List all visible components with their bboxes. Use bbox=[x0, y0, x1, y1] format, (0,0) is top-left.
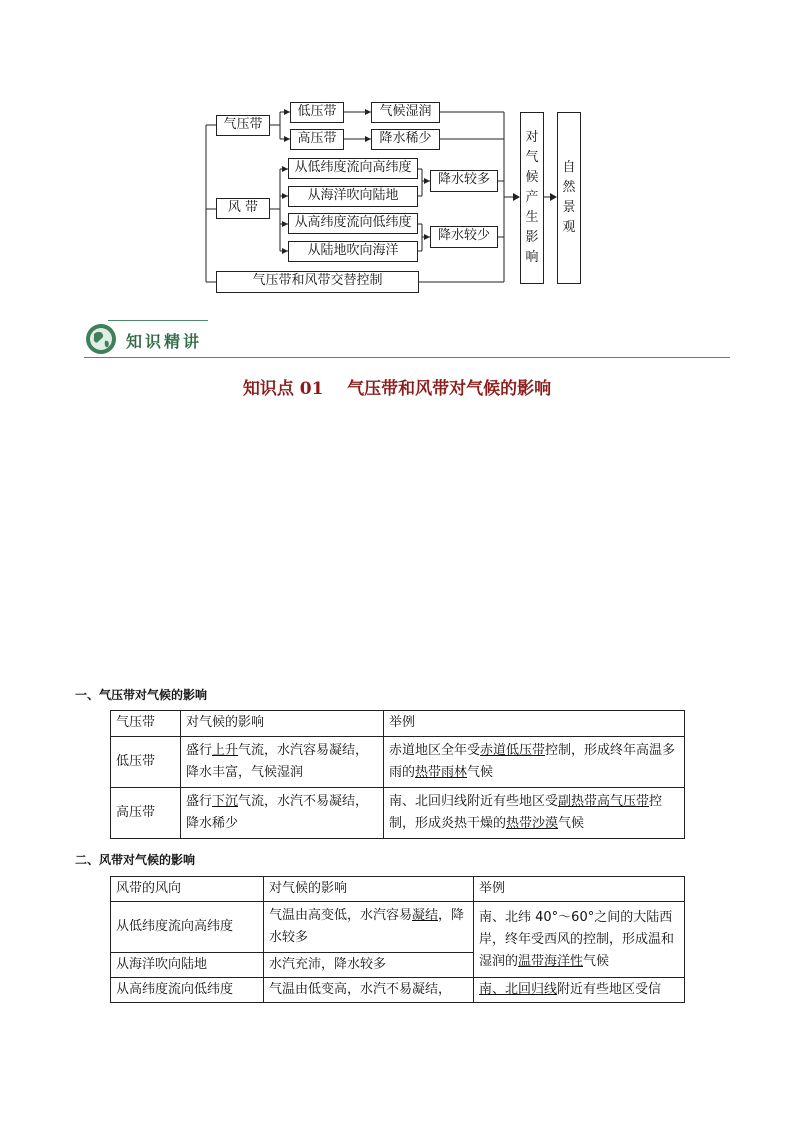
section2-title: 二、风带对气候的影响 bbox=[75, 853, 196, 867]
impact-char: 产 bbox=[525, 190, 539, 205]
header-cell: 举例 bbox=[474, 877, 685, 902]
globe-icon bbox=[84, 322, 118, 356]
node-natural-landscape bbox=[557, 112, 581, 284]
section1-title: 一、气压带对气候的影响 bbox=[75, 688, 208, 702]
node-more-rain: 降水较多 bbox=[430, 170, 498, 192]
impact-char: 影 bbox=[525, 230, 539, 245]
banner-title: 知识精讲 bbox=[126, 332, 203, 351]
node-humid: 气候湿润 bbox=[371, 102, 440, 123]
row-example: 南、北回归线附近有些地区受副热带高气压带控制，形成炎热干燥的热带沙漠气候 bbox=[384, 788, 685, 839]
node-alternating: 气压带和风带交替控制 bbox=[216, 271, 419, 293]
header-cell: 对气候的影响 bbox=[181, 711, 384, 737]
row-name: 从低纬度流向高纬度 bbox=[111, 902, 264, 953]
row-effect: 盛行下沉气流，水汽不易凝结，降水稀少 bbox=[181, 788, 384, 839]
landscape-char: 然 bbox=[562, 180, 576, 195]
node-land-to-ocean: 从陆地吹向海洋 bbox=[288, 241, 418, 262]
row-example: 赤道地区全年受赤道低压带控制，形成终年高温多雨的热带雨林气候 bbox=[384, 737, 685, 788]
node-low-pressure: 低压带 bbox=[290, 102, 344, 123]
row-name: 低压带 bbox=[111, 737, 181, 788]
wind-belt-table bbox=[110, 876, 685, 1003]
table-row bbox=[111, 737, 685, 788]
node-scarce-rain: 降水稀少 bbox=[371, 129, 440, 150]
header-cell: 举例 bbox=[384, 711, 685, 737]
table-row bbox=[111, 978, 685, 1003]
table-row bbox=[111, 788, 685, 839]
row-effect: 气温由高变低，水汽容易凝结，降水较多 bbox=[264, 902, 474, 953]
node-low-to-high: 从低纬度流向高纬度 bbox=[288, 158, 418, 179]
impact-char: 响 bbox=[525, 250, 539, 265]
row-example: 南、北回归线附近有些地区受信 bbox=[474, 978, 685, 1003]
impact-char: 生 bbox=[525, 210, 539, 225]
banner-rule bbox=[84, 357, 730, 358]
row-effect: 水汽充沛，降水较多 bbox=[264, 953, 474, 978]
banner-top-rule bbox=[108, 320, 208, 321]
header-cell: 风带的风向 bbox=[111, 877, 264, 902]
knowledge-point-title: 知识点 01 气压带和风带对气候的影响 bbox=[242, 379, 552, 399]
node-high-to-low: 从高纬度流向低纬度 bbox=[288, 213, 418, 234]
node-wind-belt: 风 带 bbox=[216, 198, 270, 219]
node-impact bbox=[520, 112, 544, 284]
table-row bbox=[111, 902, 685, 953]
table-header-row bbox=[111, 877, 685, 902]
row-effect: 盛行上升气流，水汽容易凝结，降水丰富，气候湿润 bbox=[181, 737, 384, 788]
node-ocean-to-land: 从海洋吹向陆地 bbox=[288, 186, 418, 207]
pressure-belt-table bbox=[110, 710, 685, 839]
row-name: 高压带 bbox=[111, 788, 181, 839]
node-less-rain: 降水较少 bbox=[430, 226, 498, 248]
impact-char: 候 bbox=[525, 170, 539, 185]
node-high-pressure: 高压带 bbox=[290, 129, 344, 150]
landscape-char: 自 bbox=[562, 160, 576, 175]
row-name: 从高纬度流向低纬度 bbox=[111, 978, 264, 1003]
header-cell: 气压带 bbox=[111, 711, 181, 737]
node-pressure-belt: 气压带 bbox=[216, 115, 270, 136]
landscape-char: 景 bbox=[562, 200, 576, 215]
header-cell: 对气候的影响 bbox=[264, 877, 474, 902]
impact-char: 对 bbox=[525, 130, 539, 145]
landscape-char: 观 bbox=[562, 220, 576, 235]
table-header-row bbox=[111, 711, 685, 737]
row-effect: 气温由低变高，水汽不易凝结， bbox=[264, 978, 474, 1003]
row-name: 从海洋吹向陆地 bbox=[111, 953, 264, 978]
row-example: 南、北纬 40°～60°之间的大陆西岸，终年受西风的控制，形成温和湿润的温带海洋性气候 bbox=[474, 902, 685, 978]
impact-char: 气 bbox=[525, 150, 539, 165]
